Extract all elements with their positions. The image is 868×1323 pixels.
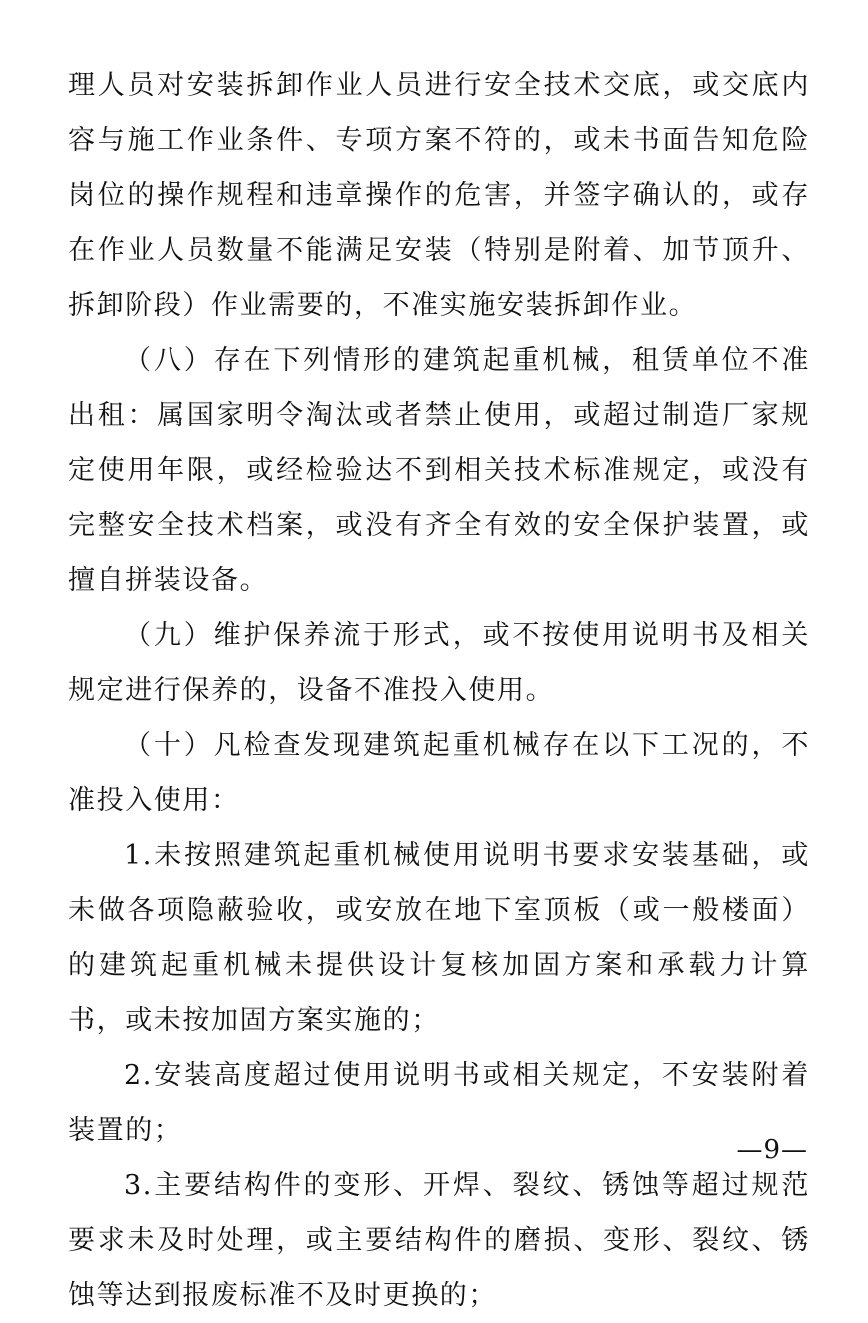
page-number: —9— (736, 1135, 808, 1165)
paragraph-subitem-3: 3.主要结构件的变形、开焊、裂纹、锈蚀等超过规范要求未及时处理，或主要结构件的磨损、变形、裂纹、锈蚀等达到报废标准不及时更换的； (68, 1170, 810, 1311)
paragraph-subitem-2: 2.安装高度超过使用说明书或相关规定，不安装附着装置的； (68, 1060, 810, 1146)
paragraph-subitem-1: 1.未按照建筑起重机械使用说明书要求安装基础，或未做各项隐蔽验收，或安放在地下室顶板（或一般楼面）的建筑起重机械未提供设计复核加固方案和承载力计算书，或未按加固方案实施的； (68, 840, 810, 1036)
paragraph-continuation: 理人员对安装拆卸作业人员进行安全技术交底，或交底内容与施工作业条件、专项方案不符的，或未书面告知危险岗位的操作规程和违章操作的危害，并签字确认的，或存在作业人员数量不能满足安装（特别是附着、加节顶升、拆卸阶段）作业需要的，不准实施安装拆卸作业。 (68, 70, 810, 321)
document-body (68, 58, 810, 1323)
paragraph-item-9: （九）维护保养流于形式，或不按使用说明书及相关规定进行保养的，设备不准投入使用。 (68, 620, 810, 706)
paragraph-item-10: （十）凡检查发现建筑起重机械存在以下工况的，不准投入使用： (68, 730, 810, 816)
paragraph-item-8: （八）存在下列情形的建筑起重机械，租赁单位不准出租：属国家明令淘汰或者禁止使用，或超过制造厂家规定使用年限，或经检验达不到相关技术标准规定，或没有完整安全技术档案，或没有齐全有效的安全保护装置，或擅自拼装设备。 (68, 345, 810, 596)
